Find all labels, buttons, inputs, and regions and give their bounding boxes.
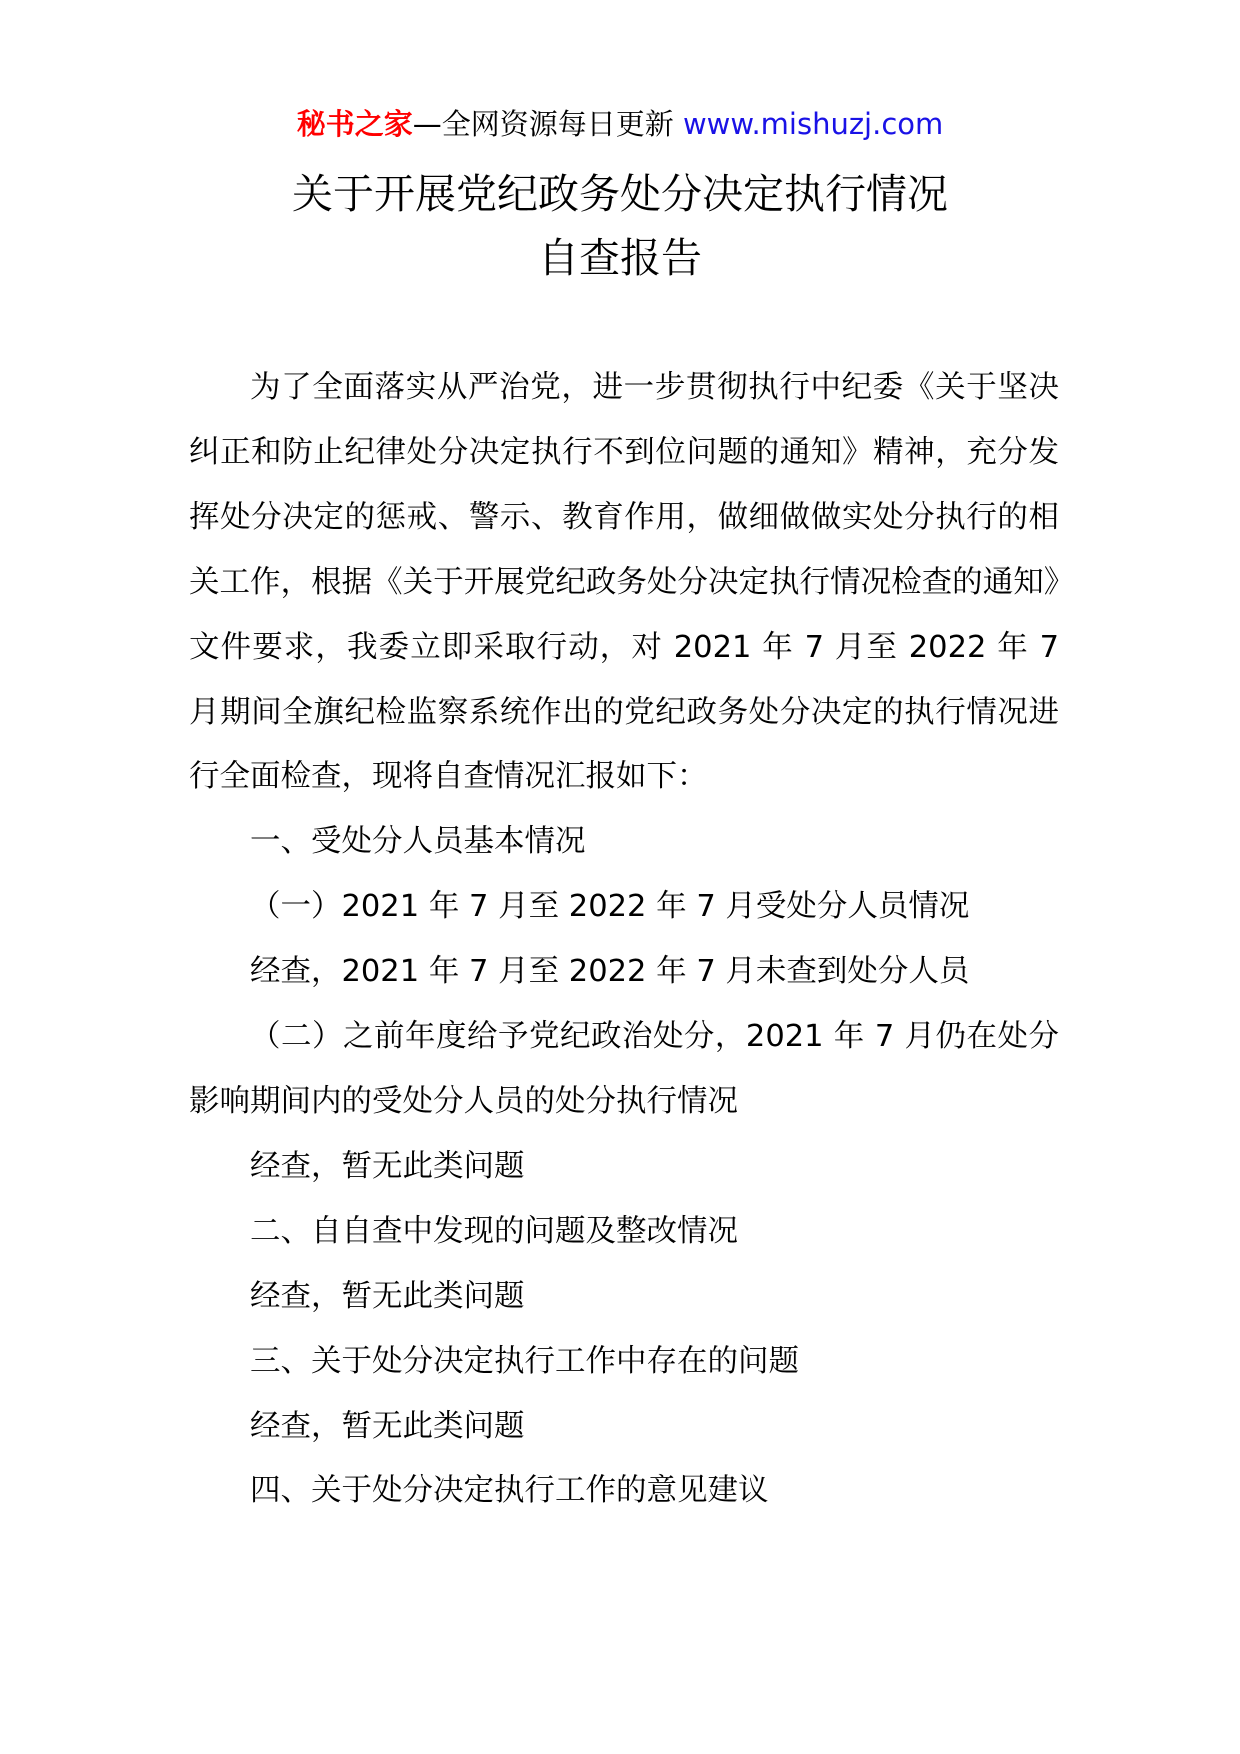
document-title-line-1: 关于开展党纪政务处分决定执行情况	[292, 170, 948, 218]
body-paragraph: 经查，2021 年 7 月至 2022 年 7 月未查到处分人员	[250, 954, 970, 990]
body-paragraph: 经查，暂无此类问题	[250, 1408, 525, 1444]
document-body	[189, 356, 1059, 1524]
site-header	[0, 103, 1240, 145]
subsection-heading: （一）2021 年 7 月至 2022 年 7 月受处分人员情况	[250, 889, 970, 925]
body-paragraph: 经查，暂无此类问题	[250, 1148, 525, 1184]
subsection-heading: （二）之前年度给予党纪政治处分，2021 年 7 月仍在处分影响期间内的受处分人员的处分执行情况	[189, 1019, 1059, 1119]
section-heading: 二、自自查中发现的问题及整改情况	[250, 1213, 738, 1249]
section-heading: 一、受处分人员基本情况	[250, 824, 586, 860]
site-url-link[interactable]: www.mishuzj.com	[682, 107, 944, 141]
intro-paragraph: 为了全面落实从严治党，进一步贯彻执行中纪委《关于坚决纠正和防止纪律处分决定执行不到位问题的通知》精神，充分发挥处分决定的惩戒、警示、教育作用，做细做做实处分执行的相关工作，根据《关于开展党纪政务处分决定执行情况检查的通知》文件要求，我委立即采取行动，对 2021 年 7 月至 2022 年 7 月期间全旗纪检监察系统作出的党纪政务处分决定的执行情况进行全面检查，现将自查情况汇报如下：	[189, 370, 1059, 795]
body-paragraph: 经查，暂无此类问题	[250, 1278, 525, 1314]
header-tagline: —全网资源每日更新	[412, 107, 674, 141]
section-heading: 三、关于处分决定执行工作中存在的问题	[250, 1343, 799, 1379]
section-heading: 四、关于处分决定执行工作的意见建议	[250, 1473, 769, 1509]
brand-name: 秘书之家	[296, 107, 413, 141]
document-title-line-2: 自查报告	[538, 234, 702, 282]
